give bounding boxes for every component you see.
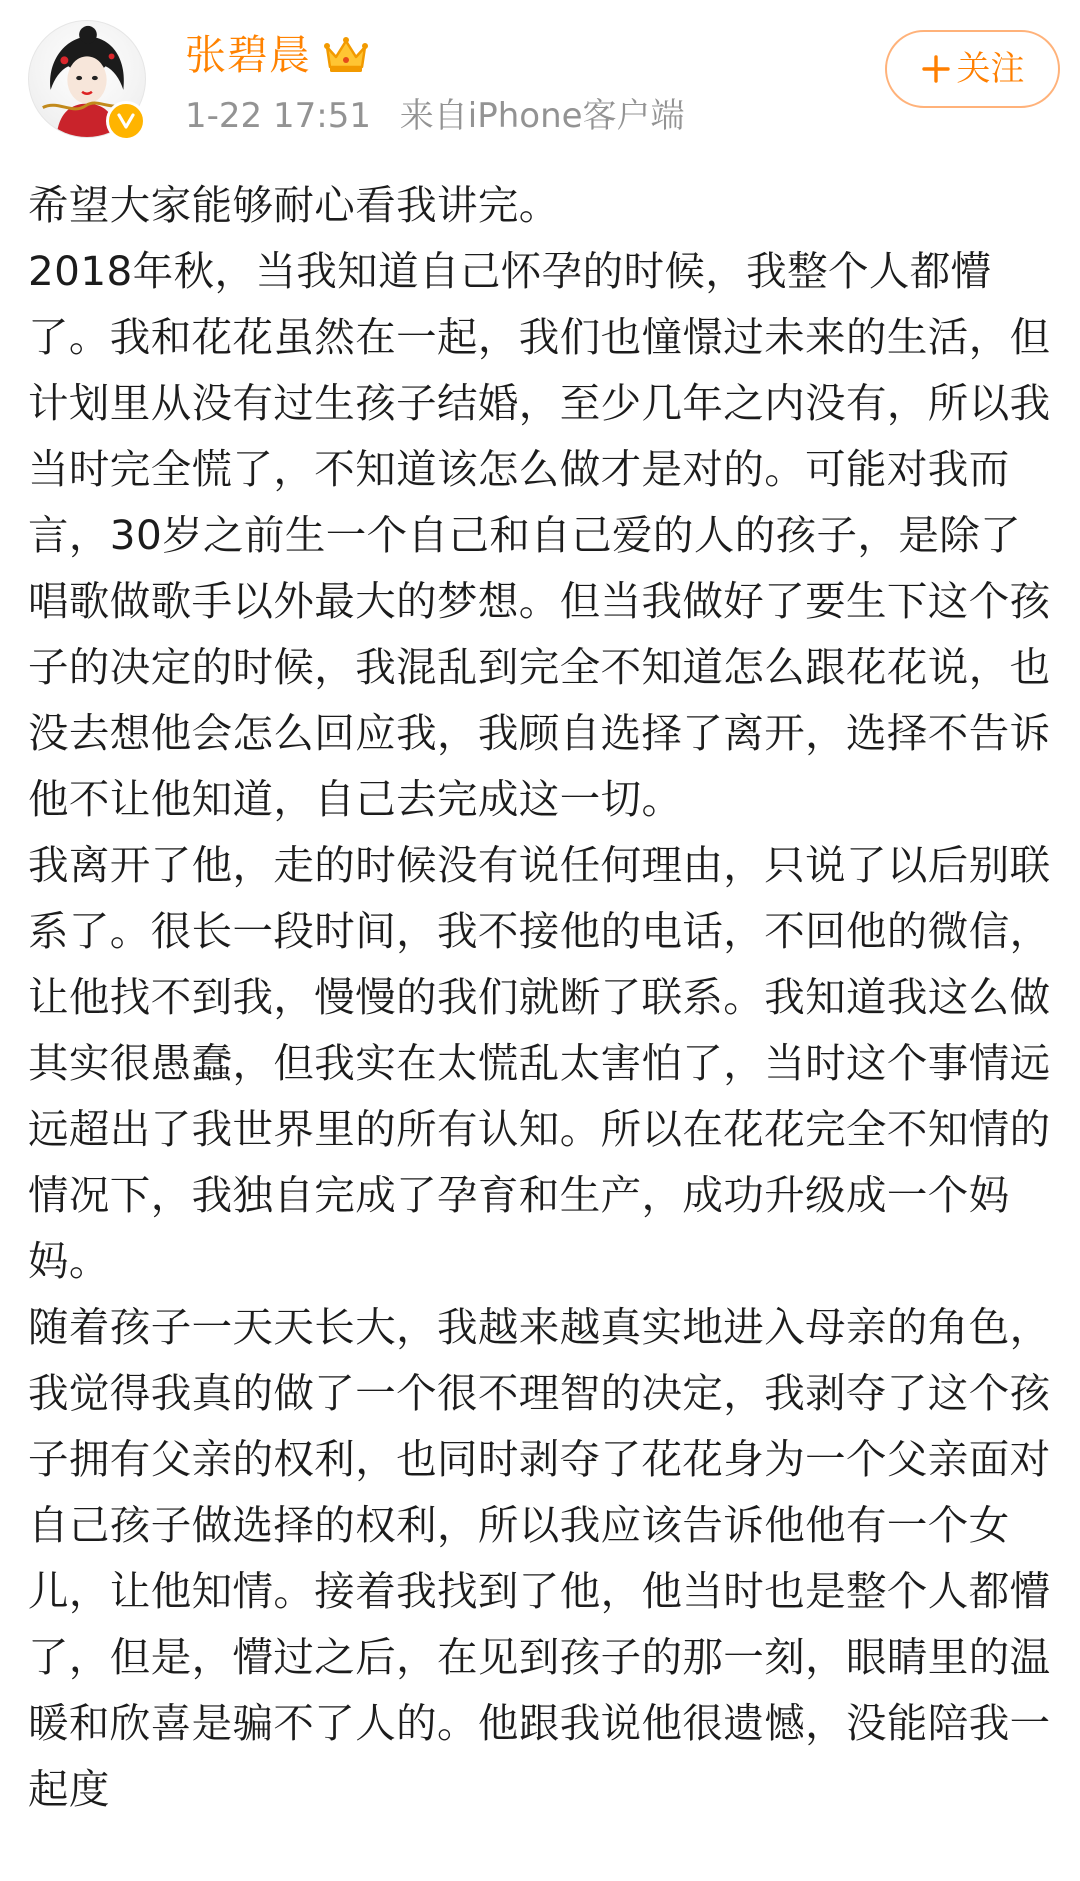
post-paragraph: 2018年秋，当我知道自己怀孕的时候，我整个人都懵了。我和花花虽然在一起，我们也憧憬过未来的生活，但计划里从没有过生孩子结婚，至少几年之内没有，所以我当时完全慌了，不知道该怎么做才是对的。可能对我而言，30岁之前生一个自己和自己爱的人的孩子，是除了唱歌做歌手以外最大的梦想。但当我做好了要生下这个孩子的决定的时候，我混乱到完全不知道怎么跟花花说，也没去想他会怎么回应我，我顾自选择了离开，选择不告诉他不让他知道，自己去完成这一切。 — [28, 247, 1051, 823]
crown-icon[interactable] — [323, 35, 369, 75]
follow-button-label: 关注 — [956, 49, 1025, 89]
post-paragraph: 我离开了他，走的时候没有说任何理由，只说了以后别联系了。很长一段时间，我不接他的电话，不回他的微信，让他找不到我，慢慢的我们就断了联系。我知道我这么做其实很愚蠢，但我实在太慌乱太害怕了，当时这个事情远远超出了我世界里的所有认知。所以在花花完全不知情的情况下，我独自完成了孕育和生产，成功升级成一个妈妈。 — [28, 841, 1051, 1285]
post-body — [28, 172, 1058, 1822]
username-row — [185, 30, 369, 80]
post-paragraph: 随着孩子一天天长大，我越来越真实地进入母亲的角色，我觉得我真的做了一个很不理智的决定，我剥夺了这个孩子拥有父亲的权利，也同时剥夺了花花身为一个父亲面对自己孩子做选择的权利，所以我应该告诉他他有一个女儿，让他知情。接着我找到了他，他当时也是整个人都懵了，但是，懵过之后，在见到孩子的那一刻，眼睛里的温暖和欣喜是骗不了人的。他跟我说他很遗憾，没能陪我一起度 — [28, 1303, 1051, 1813]
plus-icon — [921, 54, 951, 84]
post-meta — [185, 94, 685, 138]
post-time: 1-22 17:51 — [185, 96, 371, 136]
username[interactable]: 张碧晨 — [185, 31, 311, 79]
post-header — [0, 0, 1080, 150]
follow-button[interactable] — [885, 30, 1060, 108]
post-source: 来自iPhone客户端 — [399, 96, 685, 136]
post-paragraph: 希望大家能够耐心看我讲完。 — [28, 181, 560, 229]
verified-v-icon — [106, 101, 146, 141]
